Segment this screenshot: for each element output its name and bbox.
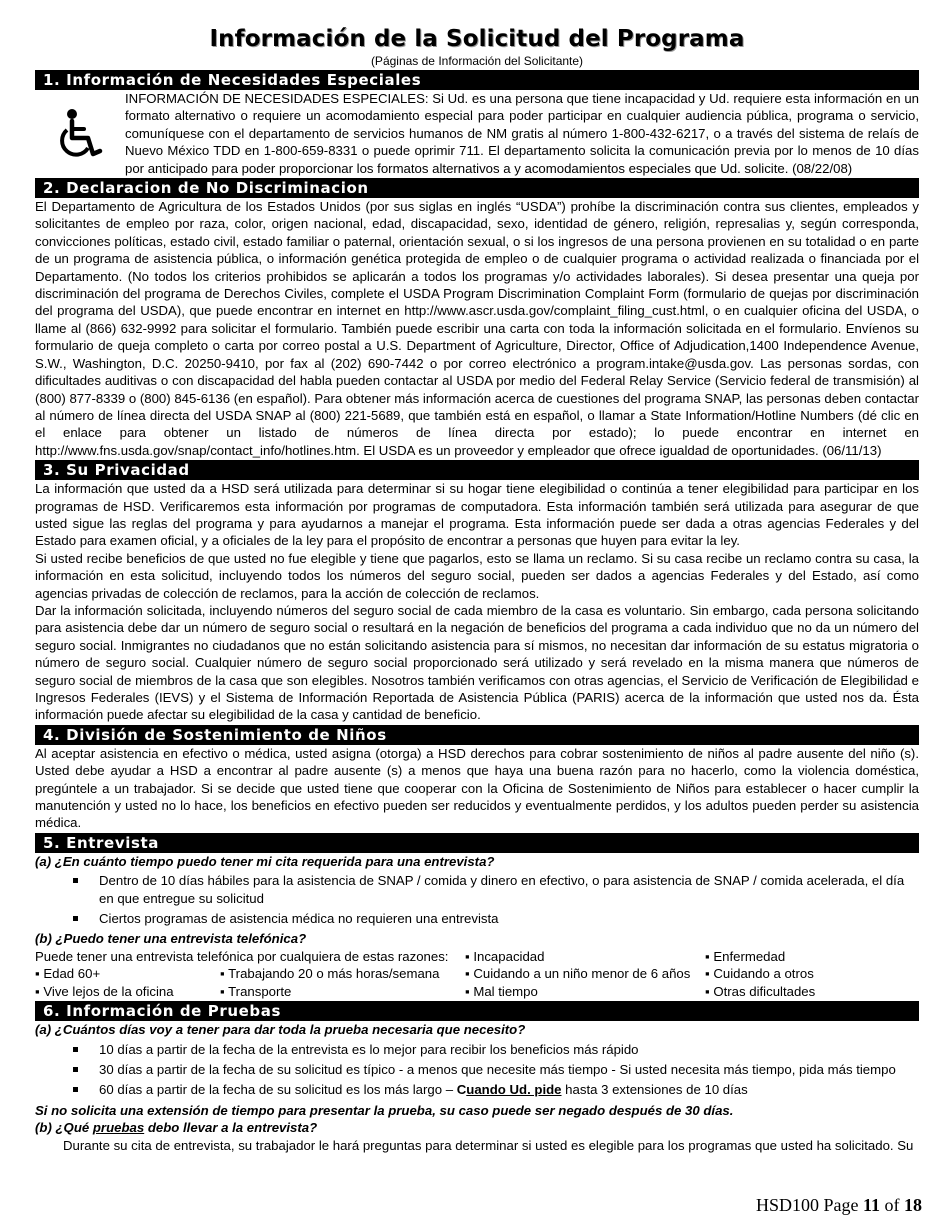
- section-4-header: 4. División de Sostenimiento de Niños: [35, 725, 919, 745]
- footer-of: of: [880, 1195, 904, 1215]
- list-item: 10 días a partir de la fecha de la entrevista es lo mejor para recibir los beneficios más rápido: [65, 1041, 919, 1058]
- section-1-body: [35, 90, 919, 177]
- bullet-3-end: hasta 3 extensiones de 10 días: [561, 1082, 748, 1098]
- proof-bullets: [35, 1041, 919, 1099]
- reason-item: ▪ Cuidando a un niño menor de 6 años: [465, 965, 705, 982]
- interview-question-b: (b) ¿Puedo tener una entrevista telefónica?: [35, 931, 307, 947]
- page-footer: [756, 1194, 922, 1216]
- section-3-header: 3. Su Privacidad: [35, 460, 919, 480]
- reason-item: ▪ Incapacidad: [465, 948, 705, 965]
- list-item: [65, 1081, 919, 1098]
- reason-item: ▪ Enfermedad: [705, 948, 919, 965]
- reason-item: ▪ Mal tiempo: [465, 983, 705, 1000]
- section-5-header: 5. Entrevista: [35, 833, 919, 853]
- reason-item: ▪ Transporte: [220, 983, 465, 1000]
- reason-item: ▪ Edad 60+: [35, 965, 220, 982]
- proof-question-b-start: (b) ¿Qué: [35, 1120, 93, 1136]
- list-item: Dentro de 10 días hábiles para la asistencia de SNAP / comida y dinero en efectivo, o para asistencia de SNAP / comida acelerada, el día en que entregue su solicitud: [65, 872, 919, 907]
- special-needs-text: INFORMACIÓN DE NECESIDADES ESPECIALES: Si Ud. es una persona que tiene incapacidad y Ud. requiere esta información en un formato alternativo o requiere un acomodamiento especial para poder participar en cualquier audiencia pública, programa o servicio, comuníquese con el departamento de servicios humanos de NM gratis al número 1-800-432-6217, o a través del sistema de relaís de Nuevo México TDD en 1-800-659-8331 o puede oprimir 711. El departamento solicita la comunicación previa por lo menos de 10 días por anticipado para poder proporcionar los formatos alternativos a y acomodamientos especiales que Ud. solicite. (08/22/08): [125, 91, 919, 176]
- interview-question-a: (a) ¿En cuánto tiempo puedo tener mi cita requerida para una entrevista?: [35, 853, 495, 869]
- privacy-paragraph-2: Si usted recibe beneficios de que usted no fue elegible y tiene que pagarlos, esto se llama un reclamo. Si su casa recibe un reclamo contra su casa, la información en esta solicitud, incluyendo todos los números del seguro social, pueden ser dados a agencias Federales y del Estado, así como agencias privadas de colección de reclamos, para la acción de colección de reclamos.: [35, 550, 919, 601]
- reason-item: ▪ Cuidando a otros: [705, 965, 919, 982]
- proof-question-a: (a) ¿Cuántos días voy a tener para dar toda la prueba necesaria que necesito?: [35, 1022, 526, 1038]
- footer-page-number: 11: [862, 1195, 880, 1215]
- proof-text-b: Durante su cita de entrevista, su trabajador le hará preguntas para determinar si usted es elegible para los programas que usted ha solicitado. Su: [63, 1137, 914, 1153]
- reason-item: ▪ Trabajando 20 o más horas/semana: [220, 965, 465, 982]
- proof-question-b-underlined: pruebas: [92, 1120, 145, 1136]
- phone-interview-reasons: [35, 948, 919, 1000]
- page-title: Información de la Solicitud del Programa: [209, 26, 745, 52]
- privacy-paragraph-1: La información que usted da a HSD será utilizada para determinar si su hogar tiene elegibilidad o continúa a tener elegibilidad para participar en los programas de HSD. Verificaremos esta información por programas de computadora. Esta información también será utilizada para asegurar de que usted sigue las reglas del programa y para ayudarnos a manejar el programa. Esta información puede ser dada a otras agencias Federales y del Estado para examen oficial, y a oficiales de la ley para el propósito de encontrar a personas que huyen para evitar la ley.: [35, 481, 919, 549]
- list-item: 30 días a partir de la fecha de su solicitud es típico - a menos que necesite más tiempo - Si usted necesita más tiempo, pida más tiempo: [65, 1061, 919, 1078]
- child-support-text: Al aceptar asistencia en efectivo o médica, usted asigna (otorga) a HSD derechos para cobrar sostenimiento de niños al padre ausente del niño (s). Usted debe ayudar a HSD a encontrar al padre ausente (s) a menos que haya una buena razón para no hacerlo, como la violencia doméstica, pregúntele a un trabajador. Si se decide que usted tiene que cooperar con la Oficina de Sostenimiento de Niños para establecer o hacer cumplir la manutención y usted no lo hace, los beneficios en efectivo pueden ser reducidos y eventualmente perdidos, y los adultos pueden perder su asistencia médica.: [35, 745, 919, 831]
- reason-item: ▪ Vive lejos de la oficina: [35, 983, 220, 1000]
- page-subtitle: (Páginas de Información del Solicitante): [370, 54, 584, 68]
- list-item: Ciertos programas de asistencia médica no requieren una entrevista: [65, 910, 919, 927]
- bullet-3-underlined: uando Ud. pide: [466, 1082, 562, 1098]
- bullet-3-c: C: [456, 1082, 467, 1098]
- reason-item: ▪ Otras dificultades: [705, 983, 919, 1000]
- section-1-header: 1. Información de Necesidades Especiales: [35, 70, 919, 90]
- extension-warning: Si no solicita una extensión de tiempo para presentar la prueba, su caso puede ser negado después de 30 días.: [35, 1102, 734, 1118]
- privacy-paragraph-3: Dar la información solicitada, incluyendo números del seguro social de cada miembro de la casa es voluntario. Sin embargo, cada persona solicitando para asistencia debe dar un número de seguro social o resultará en la negación de beneficios del programa a cada individuo que no da un número del seguro social. Inmigrantes no ciudadanos que no están solicitando asistencia para sí mismos, no necesitan dar información de su estatus migratoria o número de seguro social. Cualquier número de seguro social proporcionado será utilizado y será revelado en la misma manera que números de seguro social de miembros de la casa que son elegibles. Nosotros también verificamos con otras agencias, el Servicio de Verificación de Elegibilidad e Ingresos Federales (IEVS) y el Sistema de Información Reportada de Asistencia Pública (PARIS) acerca de la información que usted nos da. Ésta información puede afectar su elegibilidad de la casa y cantidad de beneficio.: [35, 602, 919, 723]
- reasons-intro: Puede tener una entrevista telefónica por cualquiera de estas razones:: [35, 948, 449, 964]
- wheelchair-accessibility-icon: [35, 90, 125, 177]
- footer-form: HSD100 Page: [755, 1195, 863, 1215]
- section-6-header: 6. Información de Pruebas: [35, 1001, 919, 1021]
- document-page: [35, 24, 919, 1154]
- interview-bullets-a: [35, 872, 919, 927]
- footer-total-pages: 18: [904, 1195, 922, 1215]
- proof-question-b: [35, 1119, 919, 1136]
- bullet-3-start: 60 días a partir de la fecha de su solicitud es los más largo –: [99, 1082, 457, 1098]
- section-2-header: 2. Declaracion de No Discriminacion: [35, 178, 919, 198]
- non-discrimination-text: El Departamento de Agricultura de los Estados Unidos (por sus siglas en inglés “USDA”) prohíbe la discriminación contra sus clientes, empleados y solicitantes de empleo por raza, color, origen nacional, edad, discapacidad, sexo, identidad de género, religión, represalias y, según corresponda, convicciones políticas, estado civil, estado familiar o paternal, orientación sexual, o si los ingresos de una persona provienen en su totalidad o en parte de un programa de asistencia pública, o información genética protegida de empleo o de cualquier programa o actividad realizada o financiada por el Departamento. (No todos los criterios prohibidos se aplicarán a todos los programas y/o actividades laborales). Si desea presentar una queja por discriminación del programa de Derechos Civiles, complete el USDA Program Discrimination Complaint Form (formulario de quejas por discriminación del programa del USDA), que puede encontrar en internet en http://www.ascr.usda.gov/complaint_filing_cust.html, o en cualquier oficina del USDA, o llame al (866) 632-9992 para solicitar el formulario. También puede escribir una carta con toda la información solicitada en el formulario. Envíenos su formulario de queja completo o carta por correo postal a U.S. Department of Agriculture, Director, Office of Adjudication,1400 Independence Avenue, S.W., Washington, D.C. 20250-9410, por fax al (202) 690-7442 o por correo electrónico a program.intake@usda.gov. Las personas sordas, con dificultades auditivas o con discapacidad del habla pueden contactar al USDA por medio del Federal Relay Service (Servicio federal de transmisión) al (800) 877-8339 o (800) 845-6136 (en español). Para obtener más información acerca de cuestiones del programa SNAP, las personas deben contactar al número de línea directa del USDA SNAP al (800) 221-5689, que también está en español, o llamar a State Information/Hotline Numbers (dé clic en el enlace para obtener un listado de números de línea directa por estado); lo puede encontrar en internet en http://www.fns.usda.gov/snap/contact_info/hotlines.htm. El USDA es un proveedor y empleador que ofrece igualdad de oportunidades. (06/11/13): [35, 199, 919, 458]
- proof-question-b-end: debo llevar a la entrevista?: [144, 1120, 318, 1136]
